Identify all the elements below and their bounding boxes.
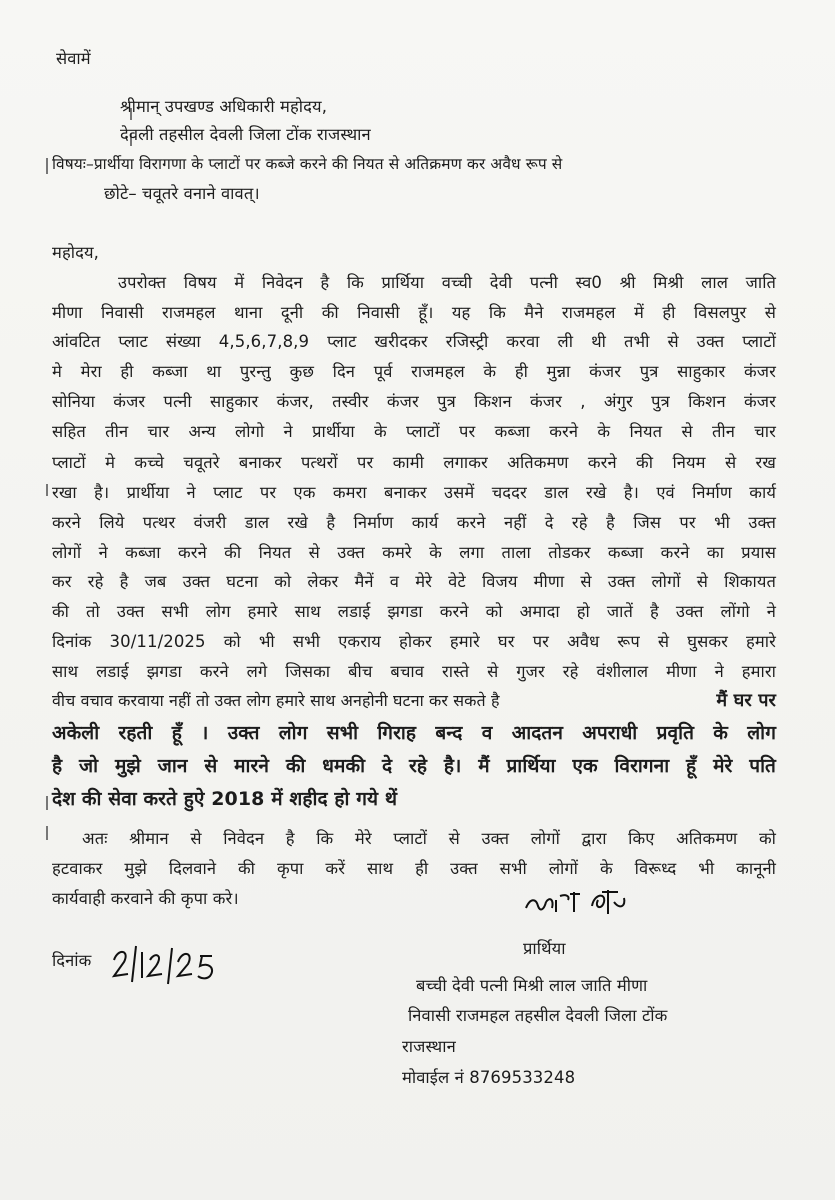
body-line-text: वीच वचाव करवाया नहीं तो उक्त लोग हमारे साथ अनहोनी घटना कर सकते है: [52, 691, 500, 710]
body-line: प्लाटों मे कच्चे चवूतरे बनाकर पत्थरों पर कामी लगाकर अतिकमण करने की नियम से रख: [52, 453, 776, 472]
body-line: साथ लडाई झगडा करने लगे जिसका बीच बचाव रास्ते से गुजर रहे वंशीलाल मीणा ने हमारा: [52, 662, 776, 681]
bold-line: देश की सेवा करते हुऐ 2018 में शहीद हो गये थें: [52, 788, 398, 810]
margin-mark: [46, 826, 48, 840]
body-line: करने लिये पत्थर वंजरी डाल रखे है निर्माण कार्य करने नहीं दे रहे है जिस पर भी उक्त: [52, 513, 776, 532]
handwritten-date: [108, 942, 228, 986]
body-line: रखा है। प्रार्थीया ने प्लाट पर एक कमरा बनाकर उसमें चददर डाल रखे है। एवं निर्माण कार्य: [52, 483, 776, 502]
body-line: सहित तीन चार अन्य लोगो ने प्रार्थीया के प्लाटों पर कब्जा करने के नियत से तीन चार: [52, 422, 776, 441]
body-line: कर रहे है जब उक्त घटना को लेकर मैनें व मेरे वेटे विजय मीणा से उक्त लोगों से शिकायत: [52, 572, 776, 591]
margin-mark: [46, 484, 48, 496]
greeting: महोदय,: [52, 243, 99, 262]
applicant-address-2: राजस्थान: [402, 1037, 456, 1056]
handwritten-signature: [520, 882, 640, 922]
bold-line: है जो मुझे जान से मारने की धमकी दे रहे है। मैं प्रार्थिया एक विरागना हूँ मेरे पति: [52, 755, 776, 777]
body-line: की तो उक्त सभी लोग हमारे साथ लडाई झगडा करने को अमादा हो जातें है उक्त लोंगो ने: [52, 602, 776, 621]
applicant-name: बच्ची देवी पत्नी मिश्री लाल जाति मीणा: [416, 976, 648, 995]
subject-line-1: विषयः–प्रार्थीया विरागणा के प्लाटों पर कब्जे करने की नियत से अतिक्रमण कर अवैध रूप से: [52, 155, 563, 173]
body-line: [52, 690, 776, 712]
date-label: दिनांक: [52, 951, 92, 970]
body-line: मे मेरा ही कब्जा था पुरन्तु कुछ दिन पूर्व राजमहल के ही मुन्ना कंजर पुत्र साहुकार कंजर: [52, 362, 776, 381]
prayer-line: हटवाकर मुझे दिलवाने की कृपा करें साथ ही उक्त सभी लोगों के विरूध्द भी कानूनी: [52, 859, 776, 878]
addressee-line-1: श्रीमान् उपखण्ड अधिकारी महोदय,: [120, 97, 328, 116]
body-line: उपरोक्त विषय में निवेदन है कि प्रार्थिया वच्ची देवी पत्नी स्व0 श्री मिश्री लाल जाति: [118, 273, 776, 292]
applicant-title: प्रार्थिया: [523, 939, 566, 958]
body-line: आंवटित प्लाट संख्या 4,5,6,7,8,9 प्लाट खरीदकर रजिस्ट्री करवा ली थी तभी से उक्त प्लाटों: [52, 332, 776, 351]
prayer-line: अतः श्रीमान से निवेदन है कि मेरे प्लाटों से उक्त लोगों द्वारा किए अतिकमण को: [82, 829, 776, 848]
margin-mark: [46, 796, 48, 810]
applicant-address-1: निवासी राजमहल तहसील देवली जिला टोंक: [408, 1006, 668, 1025]
body-line: सोनिया कंजर पत्नी साहुकार कंजर, तस्वीर कंजर पुत्र किशन कंजर , अंगुर पुत्र किशन कंजर: [52, 392, 776, 411]
prayer-line: कार्यवाही करवाने की कृपा करे।: [52, 889, 239, 908]
bold-line: अकेली रहती हूँ । उक्त लोग सभी गिराह बन्द व आदतन अपराधी प्रवृति के लोग: [52, 722, 776, 744]
body-bold-tail: मैं घर पर: [716, 690, 776, 711]
body-line: मीणा निवासी राजमहल थाना दूनी की निवासी हूँ। यह कि मैने राजमहल में ही विसलपुर से: [52, 303, 776, 322]
body-line: दिनांक 30/11/2025 को भी सभी एकराय होकर हमारे घर पर अवैध रूप से घुसकर हमारे: [52, 632, 776, 651]
applicant-mobile: मोवाईल नं 8769533248: [402, 1068, 576, 1087]
subject-line-2: छोटे– चवूतरे वनाने वावत्।: [104, 184, 260, 203]
margin-mark: [46, 158, 48, 174]
body-line: लोगों ने कब्जा करने की नियत से उक्त कमरे के लगा ताला तोडकर कब्जा करने का प्रयास: [52, 543, 776, 562]
salutation-to: सेवामें: [56, 49, 91, 68]
addressee-line-2: देवली तहसील देवली जिला टोंक राजस्थान: [120, 125, 371, 144]
